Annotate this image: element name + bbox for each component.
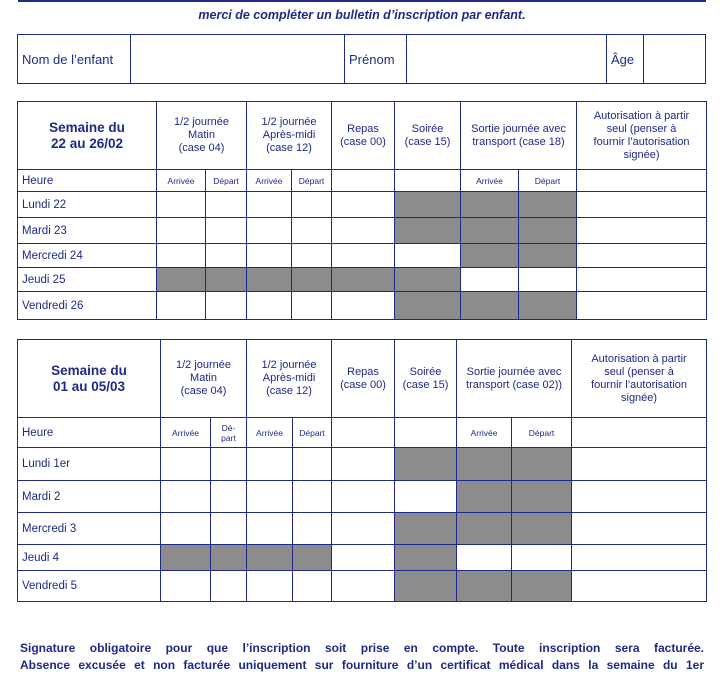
day-row <box>18 545 707 571</box>
slot-cell <box>457 513 512 545</box>
header-outing: Sortie journée avec transport (case 18) <box>461 102 577 170</box>
day-row <box>18 481 707 513</box>
child-name-label: Nom de l’enfant <box>18 35 131 84</box>
slot-cell[interactable] <box>247 513 293 545</box>
week-title: Semaine du 22 au 26/02 <box>18 102 157 170</box>
evening-hour-cell <box>395 418 457 448</box>
slot-cell <box>292 268 332 292</box>
footer-notice <box>20 640 704 674</box>
slot-cell[interactable] <box>461 268 519 292</box>
slot-cell <box>247 545 293 571</box>
slot-cell <box>395 218 461 244</box>
slot-cell <box>395 192 461 218</box>
slot-cell[interactable] <box>332 448 395 481</box>
day-label: Mardi 23 <box>18 218 157 244</box>
slot-cell[interactable] <box>293 481 332 513</box>
slot-cell <box>519 292 577 320</box>
slot-cell <box>206 268 247 292</box>
slot-cell[interactable] <box>332 244 395 268</box>
header-afternoon: 1/2 journée Après-midi (case 12) <box>247 102 332 170</box>
morning-departure-label: Dé- part <box>211 418 247 448</box>
first-name-field[interactable] <box>407 35 607 84</box>
slot-cell[interactable] <box>395 244 461 268</box>
slot-cell <box>519 244 577 268</box>
slot-cell <box>161 545 211 571</box>
outing-departure-label: Départ <box>519 170 577 192</box>
slot-cell <box>157 268 206 292</box>
day-row <box>18 244 707 268</box>
afternoon-arrival-label: Arrivée <box>247 418 293 448</box>
slot-cell <box>332 268 395 292</box>
slot-cell[interactable] <box>572 481 707 513</box>
age-label: Âge <box>607 35 644 84</box>
slot-cell[interactable] <box>211 448 247 481</box>
slot-cell[interactable] <box>157 244 206 268</box>
day-row <box>18 218 707 244</box>
slot-cell <box>211 545 247 571</box>
meal-hour-cell <box>332 170 395 192</box>
slot-cell[interactable] <box>572 448 707 481</box>
slot-cell <box>395 513 457 545</box>
morning-arrival-label: Arrivée <box>161 418 211 448</box>
slot-cell <box>293 545 332 571</box>
meal-hour-cell <box>332 418 395 448</box>
slot-cell <box>395 448 457 481</box>
slot-cell[interactable] <box>206 218 247 244</box>
slot-cell[interactable] <box>292 192 332 218</box>
slot-cell[interactable] <box>211 571 247 602</box>
slot-cell[interactable] <box>293 571 332 602</box>
slot-cell[interactable] <box>457 545 512 571</box>
slot-cell[interactable] <box>572 545 707 571</box>
header-evening: Soirée (case 15) <box>395 102 461 170</box>
slot-cell[interactable] <box>247 192 292 218</box>
slot-cell[interactable] <box>577 268 707 292</box>
evening-hour-cell <box>395 170 461 192</box>
slot-cell[interactable] <box>332 192 395 218</box>
slot-cell[interactable] <box>577 292 707 320</box>
slot-cell[interactable] <box>292 218 332 244</box>
slot-cell[interactable] <box>572 513 707 545</box>
slot-cell[interactable] <box>332 571 395 602</box>
slot-cell <box>461 192 519 218</box>
slot-cell <box>457 571 512 602</box>
header-morning: 1/2 journée Matin (case 04) <box>161 340 247 418</box>
slot-cell[interactable] <box>157 218 206 244</box>
slot-cell[interactable] <box>161 448 211 481</box>
afternoon-departure-label: Départ <box>293 418 332 448</box>
slot-cell <box>395 268 461 292</box>
slot-cell[interactable] <box>519 268 577 292</box>
slot-cell[interactable] <box>512 545 572 571</box>
day-row <box>18 292 707 320</box>
slot-cell[interactable] <box>247 571 293 602</box>
slot-cell[interactable] <box>211 513 247 545</box>
slot-cell <box>395 292 461 320</box>
day-row <box>18 513 707 545</box>
slot-cell <box>519 192 577 218</box>
header-outing: Sortie journée avec transport (case 02)) <box>457 340 572 418</box>
slot-cell <box>512 571 572 602</box>
day-label: Lundi 1er <box>18 448 161 481</box>
afternoon-departure-label: Départ <box>292 170 332 192</box>
intro-instruction: merci de compléter un bulletin d’inscription par enfant. <box>198 8 526 22</box>
header-evening: Soirée (case 15) <box>395 340 457 418</box>
outing-arrival-label: Arrivée <box>461 170 519 192</box>
day-label: Jeudi 25 <box>18 268 157 292</box>
top-border-line <box>18 0 706 2</box>
slot-cell[interactable] <box>332 292 395 320</box>
slot-cell[interactable] <box>292 244 332 268</box>
slot-cell <box>461 218 519 244</box>
hour-label: Heure <box>18 170 157 192</box>
slot-cell <box>461 244 519 268</box>
slot-cell <box>512 481 572 513</box>
slot-cell[interactable] <box>332 545 395 571</box>
slot-cell <box>461 292 519 320</box>
slot-cell[interactable] <box>292 292 332 320</box>
day-label: Lundi 22 <box>18 192 157 218</box>
header-morning: 1/2 journée Matin (case 04) <box>157 102 247 170</box>
slot-cell <box>512 448 572 481</box>
slot-cell[interactable] <box>395 481 457 513</box>
day-row <box>18 571 707 602</box>
slot-cell[interactable] <box>161 481 211 513</box>
slot-cell[interactable] <box>332 481 395 513</box>
slot-cell[interactable] <box>293 448 332 481</box>
slot-cell[interactable] <box>206 292 247 320</box>
slot-cell[interactable] <box>332 513 395 545</box>
slot-cell[interactable] <box>577 244 707 268</box>
slot-cell[interactable] <box>332 218 395 244</box>
slot-cell[interactable] <box>247 292 292 320</box>
slot-cell[interactable] <box>157 292 206 320</box>
child-identity-table <box>17 34 706 84</box>
footer-line-2: Absence excusée et non facturée uniquement sur fourniture d’un certificat médical dans la semaine du 1er <box>20 658 704 672</box>
day-row <box>18 268 707 292</box>
slot-cell[interactable] <box>206 192 247 218</box>
header-meal: Repas (case 00) <box>332 340 395 418</box>
slot-cell <box>457 448 512 481</box>
slot-cell[interactable] <box>247 481 293 513</box>
slot-cell[interactable] <box>247 244 292 268</box>
week-table-2 <box>17 339 707 602</box>
child-name-field[interactable] <box>131 35 345 84</box>
slot-cell[interactable] <box>577 218 707 244</box>
header-meal: Repas (case 00) <box>332 102 395 170</box>
day-label: Vendredi 5 <box>18 571 161 602</box>
outing-arrival-label: Arrivée <box>457 418 512 448</box>
header-afternoon: 1/2 journée Après-midi (case 12) <box>247 340 332 418</box>
day-label: Jeudi 4 <box>18 545 161 571</box>
week-table-1 <box>17 101 707 320</box>
slot-cell <box>395 545 457 571</box>
slot-cell <box>512 513 572 545</box>
authorization-hour-cell <box>577 170 707 192</box>
slot-cell[interactable] <box>247 218 292 244</box>
outing-departure-label: Départ <box>512 418 572 448</box>
day-row <box>18 448 707 481</box>
day-label: Mercredi 3 <box>18 513 161 545</box>
slot-cell[interactable] <box>161 513 211 545</box>
morning-arrival-label: Arrivée <box>157 170 206 192</box>
afternoon-arrival-label: Arrivée <box>247 170 292 192</box>
slot-cell[interactable] <box>211 481 247 513</box>
first-name-label: Prénom <box>345 35 407 84</box>
slot-cell[interactable] <box>293 513 332 545</box>
morning-departure-label: Départ <box>206 170 247 192</box>
slot-cell <box>395 571 457 602</box>
slot-cell[interactable] <box>577 192 707 218</box>
age-field[interactable] <box>644 35 706 84</box>
day-label: Mardi 2 <box>18 481 161 513</box>
week-title: Semaine du 01 au 05/03 <box>18 340 161 418</box>
footer-line-1: Signature obligatoire pour que l’inscription soit prise en compte. Toute inscription sera facturée. <box>20 641 704 655</box>
slot-cell[interactable] <box>161 571 211 602</box>
day-label: Vendredi 26 <box>18 292 157 320</box>
slot-cell[interactable] <box>206 244 247 268</box>
hour-label: Heure <box>18 418 161 448</box>
slot-cell <box>457 481 512 513</box>
day-label: Mercredi 24 <box>18 244 157 268</box>
header-authorization: Autorisation à partir seul (penser à fournir l’autorisation signée) <box>577 102 707 170</box>
header-authorization: Autorisation à partir seul (penser à fournir l’autorisation signée) <box>572 340 707 418</box>
slot-cell <box>247 268 292 292</box>
authorization-hour-cell <box>572 418 707 448</box>
slot-cell[interactable] <box>572 571 707 602</box>
slot-cell[interactable] <box>157 192 206 218</box>
day-row <box>18 192 707 218</box>
slot-cell <box>519 218 577 244</box>
slot-cell[interactable] <box>247 448 293 481</box>
